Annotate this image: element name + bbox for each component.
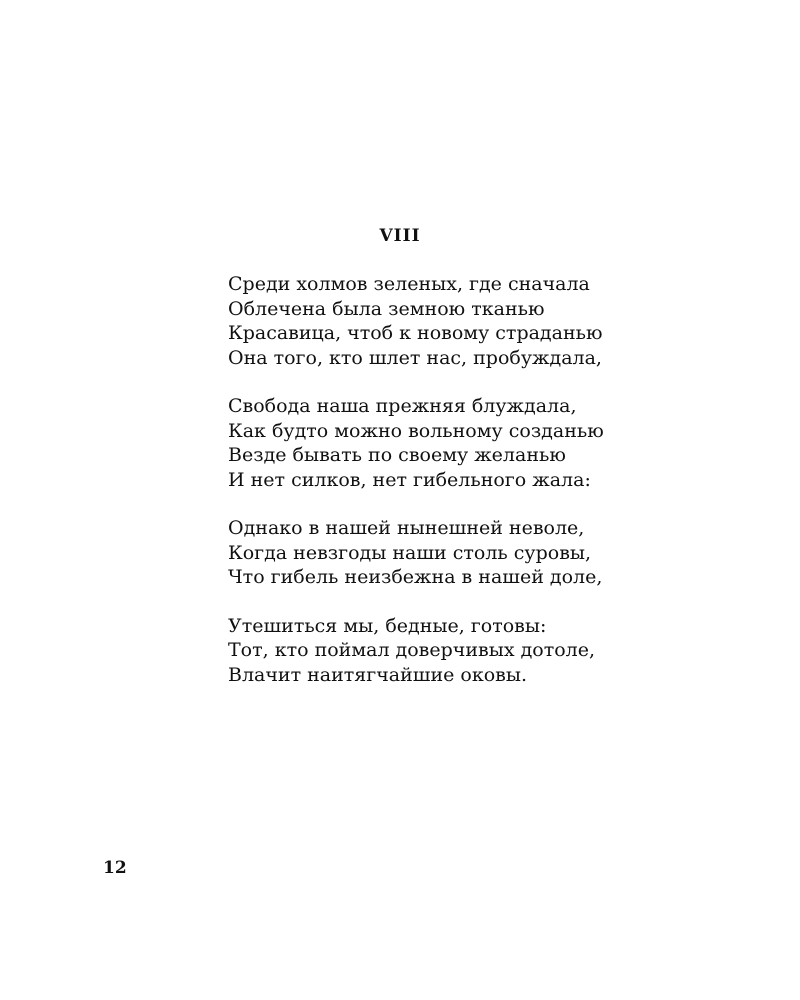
- poem-line: Красавица, чтоб к новому страданью: [228, 322, 603, 344]
- poem-line: Как будто можно вольному созданью: [228, 419, 604, 442]
- poem-line: Влачит наитягчайшие оковы.: [228, 663, 528, 686]
- stanza-1: [228, 272, 708, 370]
- poem-line: Что гибель неизбежна в нашей доле,: [228, 566, 603, 588]
- poem-line: Везде бывать по своему желанью: [228, 444, 566, 466]
- poem-line: И нет силков, нет гибельного жала:: [228, 468, 591, 491]
- poem-line: Утешиться мы, бедные, готовы:: [228, 614, 547, 637]
- poem-line: Тот, кто поймал доверчивых дотоле,: [228, 639, 596, 661]
- poem-line: Однако в нашей нынешней неволе,: [228, 517, 585, 539]
- stanza-4: [228, 614, 708, 688]
- poem-line: Она того, кто шлет нас, пробуждала,: [228, 346, 602, 369]
- poem-text: [228, 272, 708, 711]
- page-number: 12: [103, 858, 127, 878]
- poem-line: Облечена была земною тканью: [228, 297, 545, 320]
- poem-number: VIII: [379, 226, 421, 246]
- stanza-2: [228, 394, 708, 492]
- poem-line: Среди холмов зеленых, где сначала: [228, 273, 590, 295]
- poem-line: Когда невзгоды наши столь суровы,: [228, 541, 592, 564]
- stanza-3: [228, 516, 708, 590]
- poem-line: Свобода наша прежняя блуждала,: [228, 395, 577, 417]
